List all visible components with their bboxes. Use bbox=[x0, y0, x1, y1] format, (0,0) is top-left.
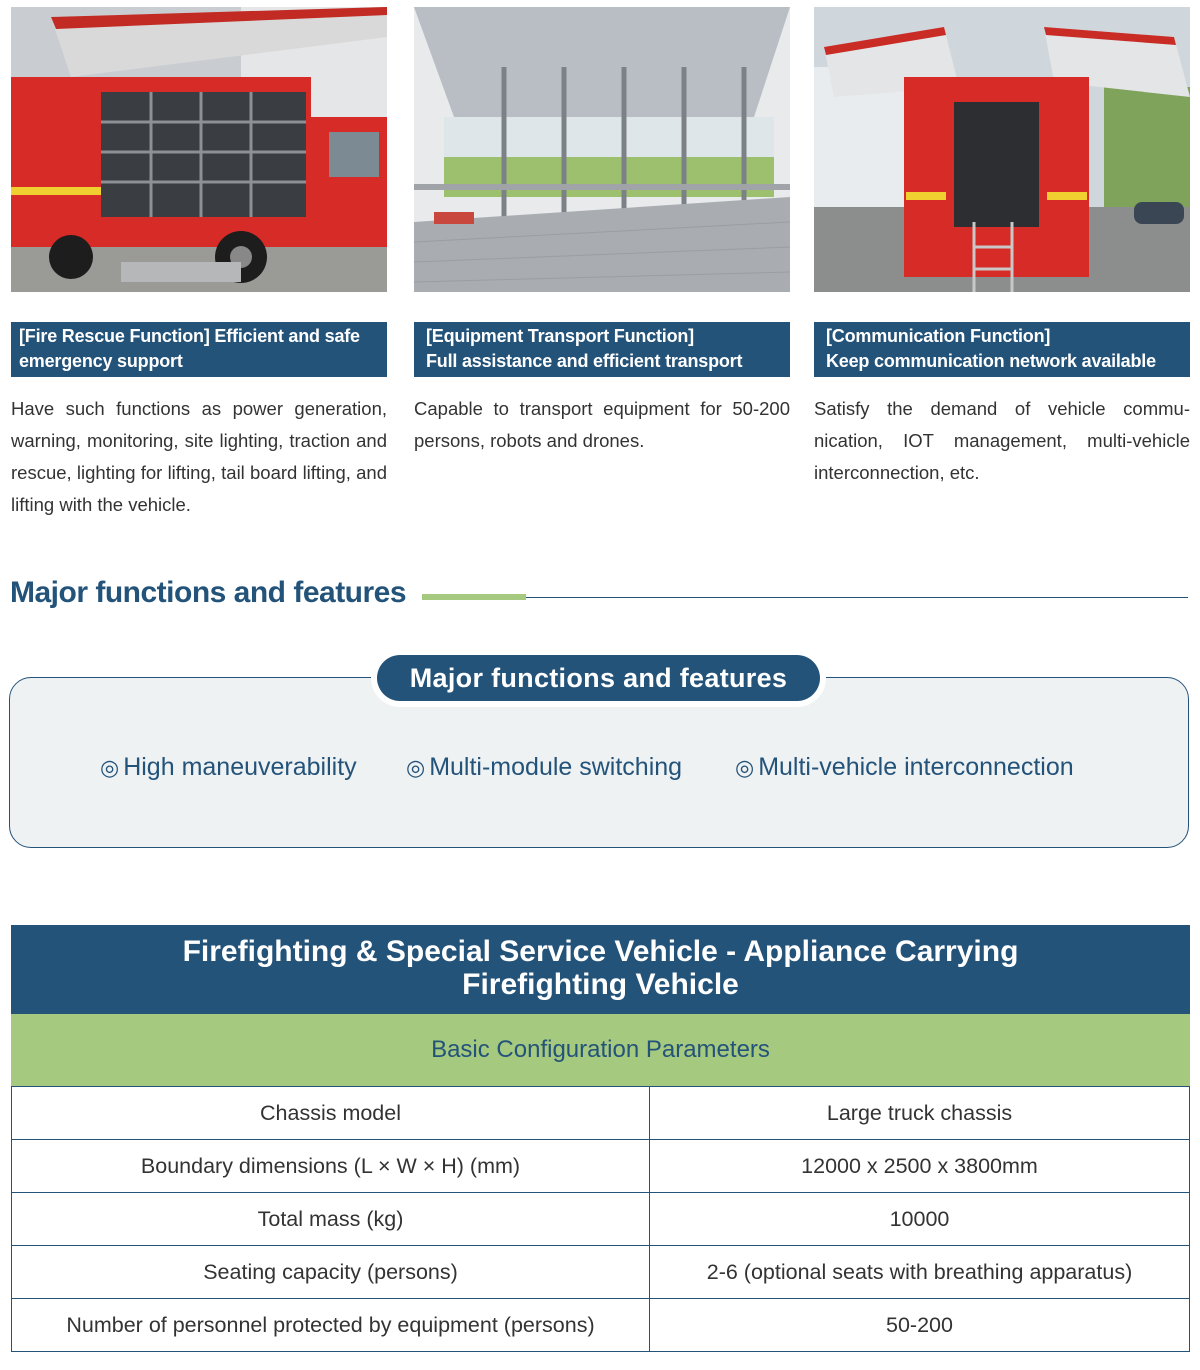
param-label: Boundary dimensions (L × W × H) (mm) bbox=[12, 1140, 650, 1193]
caption-line: Keep communication network available bbox=[826, 351, 1156, 371]
param-value: 12000 x 2500 x 3800mm bbox=[650, 1140, 1190, 1193]
param-value: Large truck chassis bbox=[650, 1087, 1190, 1140]
communication-description: Satisfy the demand of vehicle communication, IOT management, multi-vehicle interconnection, etc. bbox=[814, 398, 1190, 483]
feature-label: Multi-module switching bbox=[429, 753, 683, 781]
param-value: 2-6 (optional seats with breathing apparatus) bbox=[650, 1246, 1190, 1299]
param-label: Chassis model bbox=[12, 1087, 650, 1140]
equipment-transport-caption bbox=[414, 322, 790, 377]
heading-rule-accent bbox=[422, 594, 526, 600]
fire-rescue-description: Have such functions as power generation, warning, monitoring, site lighting, traction and rescue, lighting for lifting, tail board lifting, and lifting with the vehicle. bbox=[11, 398, 387, 515]
communication-caption bbox=[814, 322, 1190, 377]
table-row bbox=[12, 1193, 1190, 1246]
bullseye-icon: ◎ bbox=[735, 755, 755, 780]
feature-label: High maneuverability bbox=[123, 753, 357, 781]
table-row bbox=[12, 1299, 1190, 1352]
param-label: Total mass (kg) bbox=[12, 1193, 650, 1246]
feature-item bbox=[100, 753, 357, 782]
heading-rule bbox=[526, 597, 1188, 598]
param-label: Number of personnel protected by equipment (persons) bbox=[12, 1299, 650, 1352]
table-row bbox=[12, 1140, 1190, 1193]
table-row bbox=[12, 1087, 1190, 1140]
param-value: 50-200 bbox=[650, 1299, 1190, 1352]
spec-table-title-line: Firefighting Vehicle bbox=[462, 968, 739, 1001]
equipment-transport-description: Capable to transport equipment for 50-200 persons, robots and drones. bbox=[414, 398, 790, 451]
section-heading: Major functions and features bbox=[10, 576, 407, 609]
caption-line: [Equipment Transport Function] bbox=[426, 326, 694, 346]
spec-table-title bbox=[11, 925, 1190, 1014]
feature-label: Multi-vehicle interconnection bbox=[758, 753, 1074, 781]
feature-item bbox=[406, 753, 682, 782]
caption-line: emergency support bbox=[19, 351, 183, 371]
spec-table-title-line: Firefighting & Special Service Vehicle - Appliance Carrying bbox=[182, 935, 1019, 968]
bullseye-icon: ◎ bbox=[100, 755, 120, 780]
bullseye-icon: ◎ bbox=[406, 755, 426, 780]
param-label: Seating capacity (persons) bbox=[12, 1246, 650, 1299]
feature-box-title: Major functions and features bbox=[377, 655, 820, 701]
caption-line: Full assistance and efficient transport bbox=[426, 351, 743, 371]
fire-rescue-caption bbox=[11, 322, 387, 377]
caption-line: [Fire Rescue Function] Efficient and safe bbox=[19, 326, 360, 346]
fire-truck-open-compartments-photo bbox=[11, 7, 387, 292]
param-value: 10000 bbox=[650, 1193, 1190, 1246]
cargo-box-interior-photo bbox=[414, 7, 790, 292]
spec-table bbox=[11, 1086, 1190, 1352]
truck-rear-wings-open-photo bbox=[814, 7, 1190, 292]
caption-line: [Communication Function] bbox=[826, 326, 1051, 346]
spec-table-subtitle: Basic Configuration Parameters bbox=[11, 1014, 1190, 1086]
feature-item bbox=[735, 753, 1074, 782]
table-row bbox=[12, 1246, 1190, 1299]
